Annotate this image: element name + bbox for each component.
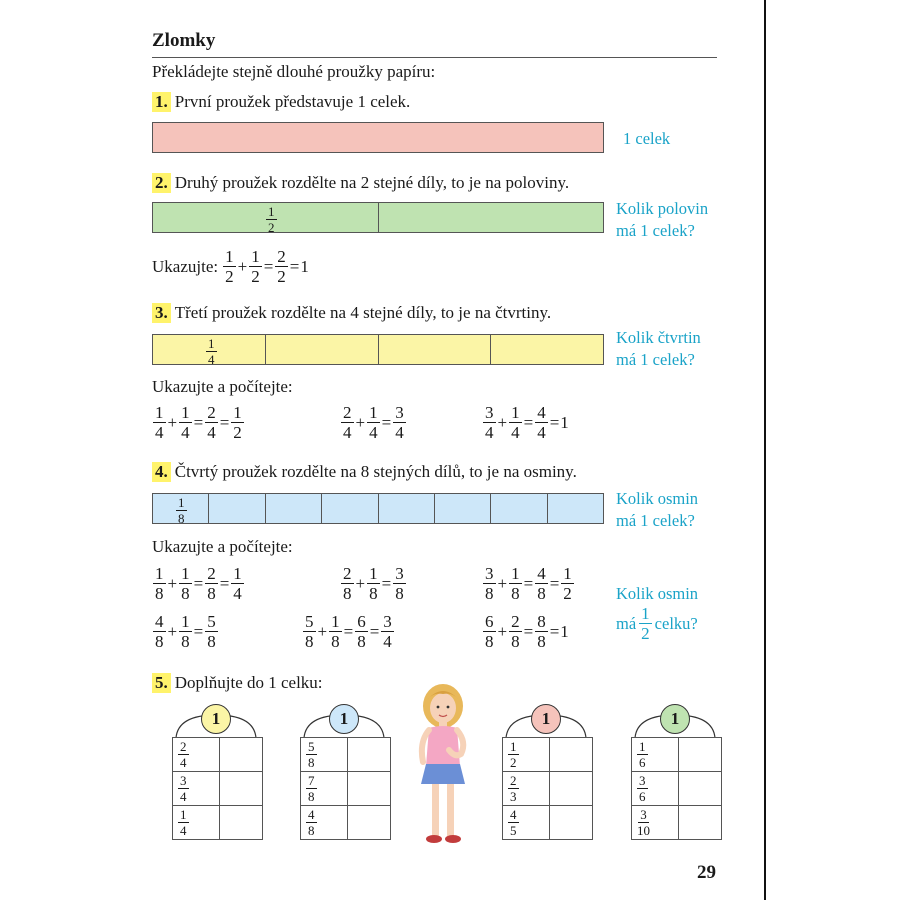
fraction: $\frac{5}{8}$ — [308, 739, 315, 770]
side-question-line: má 1 celek? — [616, 350, 695, 369]
strip-segment — [491, 494, 547, 523]
page-edge — [764, 0, 766, 900]
strip-segment — [379, 335, 492, 364]
answer-cell[interactable] — [550, 772, 593, 806]
task4-equation — [482, 613, 569, 650]
task4-side-question-half — [616, 583, 698, 642]
answer-cell[interactable] — [348, 738, 391, 772]
completion-table — [502, 737, 593, 840]
strip-segment — [153, 203, 379, 235]
fraction: $\frac{1}{8}$ — [181, 564, 190, 603]
task3-text: Třetí proužek rozdělte na 4 stejné díly, to je na čtvrtiny. — [174, 303, 552, 322]
segment-fraction: $\frac{1}{4}$ — [208, 336, 215, 367]
answer-cell[interactable] — [348, 772, 391, 806]
operator: = — [523, 621, 534, 641]
table-row — [301, 738, 391, 772]
operator: + — [167, 573, 178, 593]
operator: = — [549, 412, 560, 432]
given-fraction-cell — [301, 806, 348, 840]
table-row — [301, 806, 391, 840]
task1-line — [152, 92, 410, 112]
fraction: $\frac{3}{4}$ — [180, 773, 187, 804]
task2-line — [152, 173, 569, 193]
completion-table — [300, 737, 391, 840]
given-fraction-cell — [632, 738, 679, 772]
fraction: $\frac{3}{4}$ — [383, 612, 392, 651]
task3-side-question — [616, 327, 701, 371]
fraction: $\frac{7}{8}$ — [308, 773, 315, 804]
operator: = — [219, 573, 230, 593]
task1-number: 1. — [152, 92, 171, 112]
segment-fraction: $\frac{1}{8}$ — [178, 495, 185, 526]
answer-cell[interactable] — [220, 738, 263, 772]
table-row — [173, 806, 263, 840]
table-row — [503, 772, 593, 806]
task4-side-question — [616, 488, 698, 532]
fraction: $\frac{1}{8}$ — [369, 564, 378, 603]
fraction: $\frac{1}{4}$ — [180, 807, 187, 838]
side-question-line: Kolik čtvrtin — [616, 328, 701, 347]
strip-quarters — [152, 334, 604, 365]
task4-equation — [482, 565, 575, 602]
table-row — [503, 806, 593, 840]
fraction: $\frac{3}{8}$ — [395, 564, 404, 603]
fraction: $\frac{1}{2}$ — [225, 247, 234, 286]
side-question-line: Kolik osmin — [616, 584, 699, 603]
whole-circle: 1 — [201, 704, 231, 734]
fraction: $\frac{5}{8}$ — [207, 612, 216, 651]
result-value: 1 — [300, 256, 309, 276]
fraction: $\frac{6}{8}$ — [357, 612, 366, 651]
given-fraction-cell — [301, 772, 348, 806]
fraction: $\frac{2}{2}$ — [277, 247, 286, 286]
table-row — [632, 772, 722, 806]
fraction: $\frac{1}{8}$ — [511, 564, 520, 603]
result-value: 1 — [560, 412, 569, 432]
task4-equation — [152, 613, 219, 650]
side-question-line: má $\frac{1}{2}$ celku? — [616, 604, 698, 643]
operator: + — [167, 412, 178, 432]
operator: + — [167, 621, 178, 641]
answer-cell[interactable] — [550, 738, 593, 772]
whole-circle: 1 — [531, 704, 561, 734]
operator: + — [355, 573, 366, 593]
page-number: 29 — [697, 862, 716, 883]
task2-number: 2. — [152, 173, 171, 193]
side-question-line: má 1 celek? — [616, 221, 695, 240]
answer-cell[interactable] — [679, 806, 722, 840]
operator: = — [523, 573, 534, 593]
operator: = — [193, 573, 204, 593]
side-question-line: Kolik polovin — [616, 199, 709, 218]
fraction: $\frac{5}{8}$ — [305, 612, 314, 651]
fraction: $\frac{1}{2}$ — [251, 247, 260, 286]
given-fraction-cell — [503, 738, 550, 772]
given-fraction-cell — [503, 772, 550, 806]
fraction: $\frac{4}{5}$ — [510, 807, 517, 838]
fraction: $\frac{1}{8}$ — [331, 612, 340, 651]
operator: = — [523, 412, 534, 432]
task4-equation — [340, 565, 407, 602]
strip-segment — [266, 494, 322, 523]
task2-side-question — [616, 198, 708, 242]
whole-circle: 1 — [329, 704, 359, 734]
operator: + — [497, 412, 508, 432]
fraction: $\frac{2}{4}$ — [180, 739, 187, 770]
task1-side-note: 1 celek — [623, 129, 671, 148]
strip-segment — [322, 494, 378, 523]
strip-whole — [152, 122, 604, 153]
answer-cell[interactable] — [348, 806, 391, 840]
strip-segment — [266, 335, 379, 364]
fraction: $\frac{3}{4}$ — [395, 403, 404, 442]
fraction: $\frac{1}{4}$ — [369, 403, 378, 442]
strip-segment — [379, 203, 604, 232]
operator: = — [193, 412, 204, 432]
section-title: Zlomky — [152, 30, 216, 51]
answer-cell[interactable] — [220, 772, 263, 806]
fraction: $\frac{2}{8}$ — [207, 564, 216, 603]
table-row — [503, 738, 593, 772]
task2-equation: Ukazujte: $\frac{1}{2}$ + $\frac{1}{2}$ = $\frac{2}{2}$ = 1 — [152, 247, 309, 286]
fraction: $\frac{1}{8}$ — [181, 612, 190, 651]
fraction: $\frac{3}{10}$ — [637, 807, 650, 838]
fraction: $\frac{2}{3}$ — [510, 773, 517, 804]
fraction: $\frac{8}{8}$ — [537, 612, 546, 651]
segment-fraction: $\frac{1}{2}$ — [268, 204, 275, 235]
operator: = — [219, 412, 230, 432]
girl-illustration — [405, 680, 485, 850]
operator: = — [549, 573, 560, 593]
task4-equation — [152, 565, 245, 602]
fraction: $\frac{1}{6}$ — [639, 739, 646, 770]
fraction: $\frac{3}{8}$ — [485, 564, 494, 603]
task4-text: Čtvrtý proužek rozdělte na 8 stejných dílů, to je na osminy. — [174, 462, 577, 481]
fraction: $\frac{1}{4}$ — [181, 403, 190, 442]
fraction: $\frac{2}{8}$ — [343, 564, 352, 603]
operator: + — [355, 412, 366, 432]
table-row — [632, 738, 722, 772]
strip-halves — [152, 202, 604, 233]
operator: + — [497, 621, 508, 641]
fraction: $\frac{6}{8}$ — [485, 612, 494, 651]
fraction: $\frac{1}{2}$ — [233, 403, 242, 442]
side-question-line: Kolik osmin — [616, 489, 699, 508]
completion-table — [631, 737, 722, 840]
strip-segment — [209, 494, 265, 523]
table-row — [301, 772, 391, 806]
table-row — [173, 738, 263, 772]
given-fraction-cell — [632, 772, 679, 806]
given-fraction-cell — [301, 738, 348, 772]
fraction: $\frac{2}{4}$ — [343, 403, 352, 442]
strip-segment — [548, 494, 603, 523]
strip-eighths — [152, 493, 604, 524]
operator: = — [381, 412, 392, 432]
intro-text: Překládejte stejně dlouhé proužky papíru: — [152, 62, 436, 81]
given-fraction-cell — [173, 806, 220, 840]
task3-show-label: Ukazujte a počítejte: — [152, 377, 293, 396]
task4-equation — [302, 613, 395, 650]
operator: + — [317, 621, 328, 641]
show-label: Ukazujte: — [152, 256, 219, 276]
fraction: $\frac{1}{2}$ — [641, 604, 650, 643]
task5-line — [152, 673, 323, 693]
operator: = — [369, 621, 380, 641]
task3-equation — [152, 404, 245, 441]
fraction: $\frac{4}{8}$ — [155, 612, 164, 651]
task5-text: Doplňujte do 1 celku: — [174, 673, 323, 692]
answer-cell[interactable] — [220, 806, 263, 840]
fraction: $\frac{1}{2}$ — [563, 564, 572, 603]
fraction: $\frac{4}{4}$ — [537, 403, 546, 442]
given-fraction-cell — [503, 806, 550, 840]
fraction: $\frac{3}{6}$ — [639, 773, 646, 804]
fraction: $\frac{1}{2}$ — [510, 739, 517, 770]
operator: = — [381, 573, 392, 593]
answer-cell[interactable] — [550, 806, 593, 840]
operator: = — [193, 621, 204, 641]
fraction: $\frac{1}{4}$ — [155, 403, 164, 442]
strip-segment — [435, 494, 491, 523]
task4-line — [152, 462, 577, 482]
given-fraction-cell — [173, 738, 220, 772]
fraction: $\frac{1}{4}$ — [511, 403, 520, 442]
task4-number: 4. — [152, 462, 171, 482]
given-fraction-cell — [632, 806, 679, 840]
task5-number: 5. — [152, 673, 171, 693]
fraction: $\frac{2}{4}$ — [207, 403, 216, 442]
operator: = — [343, 621, 354, 641]
fraction: $\frac{2}{8}$ — [511, 612, 520, 651]
completion-table — [172, 737, 263, 840]
operator: + — [497, 573, 508, 593]
task2-text: Druhý proužek rozdělte na 2 stejné díly, to je na poloviny. — [174, 173, 570, 192]
task3-line — [152, 303, 551, 323]
task4-show-label: Ukazujte a počítejte: — [152, 537, 293, 556]
answer-cell[interactable] — [679, 738, 722, 772]
task3-equation — [482, 404, 569, 441]
result-value: 1 — [560, 621, 569, 641]
side-question-line: má 1 celek? — [616, 511, 695, 530]
whole-circle: 1 — [660, 704, 690, 734]
task3-equation — [340, 404, 407, 441]
table-row — [173, 772, 263, 806]
strip-segment — [153, 494, 209, 526]
operator: = — [549, 621, 560, 641]
strip-segment — [153, 335, 266, 367]
fraction: $\frac{1}{8}$ — [155, 564, 164, 603]
task3-number: 3. — [152, 303, 171, 323]
task1-text: První proužek představuje 1 celek. — [174, 92, 411, 111]
table-row — [632, 806, 722, 840]
fraction: $\frac{4}{8}$ — [537, 564, 546, 603]
strip-segment — [491, 335, 603, 364]
answer-cell[interactable] — [679, 772, 722, 806]
fraction: $\frac{3}{4}$ — [485, 403, 494, 442]
strip-segment — [379, 494, 435, 523]
fraction: $\frac{4}{8}$ — [308, 807, 315, 838]
title-rule — [152, 57, 717, 58]
given-fraction-cell — [173, 772, 220, 806]
fraction: $\frac{1}{4}$ — [233, 564, 242, 603]
